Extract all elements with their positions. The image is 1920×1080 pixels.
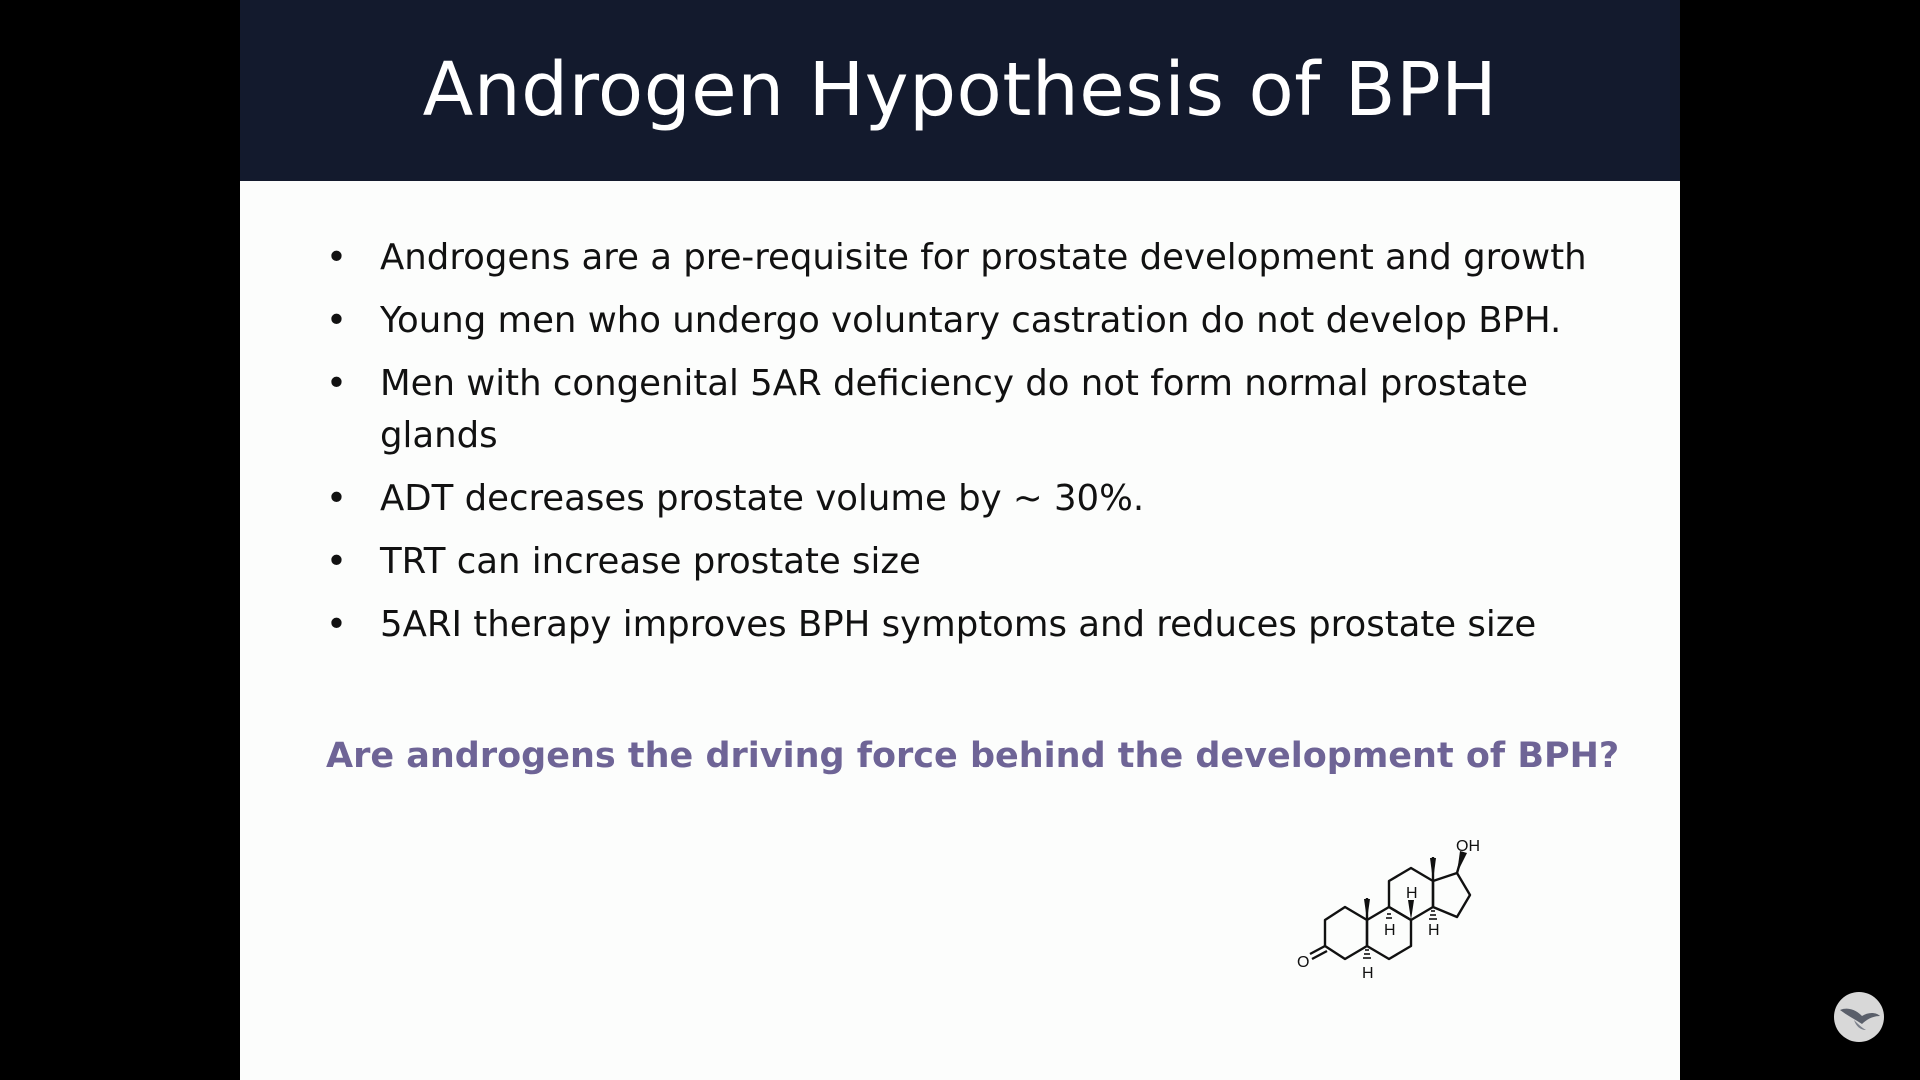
- label-oh: OH: [1456, 838, 1480, 855]
- label-ketone: O: [1297, 954, 1310, 971]
- bullet-marker: •: [326, 541, 347, 582]
- bird-logo-icon: [1832, 990, 1886, 1044]
- bullet-text: TRT can increase prostate size: [380, 541, 921, 582]
- bullet-item: [326, 358, 1656, 462]
- steroid-structure-diagram: [1280, 820, 1540, 1020]
- bullet-item: [326, 295, 1656, 347]
- presentation-slide: [240, 0, 1680, 1080]
- bullet-item: [326, 536, 1656, 588]
- bullet-text: 5ARI therapy improves BPH symptoms and reduces prostate size: [380, 604, 1537, 645]
- bullet-text: Young men who undergo voluntary castration do not develop BPH.: [380, 300, 1562, 341]
- label-h-5: H: [1362, 965, 1374, 982]
- bullet-text: Men with congenital 5AR deficiency do not form normal prostate glands: [380, 363, 1528, 456]
- bullet-marker: •: [326, 300, 347, 341]
- ring-d: [1433, 873, 1470, 917]
- bullet-marker: •: [326, 604, 347, 645]
- bullet-marker: •: [326, 363, 347, 404]
- label-h-9: H: [1384, 922, 1396, 939]
- label-h-14: H: [1428, 922, 1440, 939]
- question-text: Are androgens the driving force behind the development of BPH?: [326, 736, 1620, 776]
- slide-title: Androgen Hypothesis of BPH: [422, 47, 1498, 133]
- bullet-text: ADT decreases prostate volume by ~ 30%.: [380, 478, 1145, 519]
- wedge-10: [1364, 899, 1370, 920]
- bullet-marker: •: [326, 237, 347, 278]
- bullet-item: [326, 599, 1656, 651]
- wedge-8: [1408, 900, 1414, 920]
- label-h-8: H: [1406, 885, 1418, 902]
- ring-a: [1325, 907, 1367, 959]
- bullet-text: Androgens are a pre-requisite for prostate development and growth: [380, 237, 1587, 278]
- bullet-list: [326, 232, 1656, 662]
- bullet-item: [326, 232, 1656, 284]
- wedge-13: [1430, 858, 1436, 881]
- bullet-item: [326, 473, 1656, 525]
- title-bar: [240, 0, 1680, 181]
- bullet-marker: •: [326, 478, 347, 519]
